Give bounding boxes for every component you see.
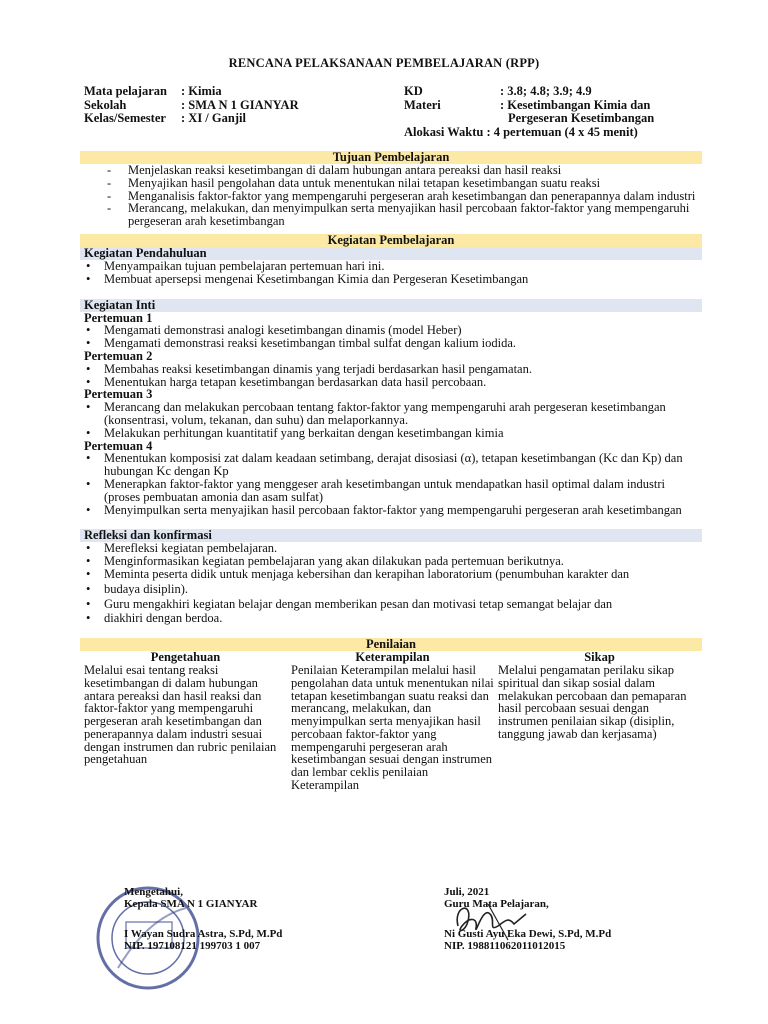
pertemuan-2-list bbox=[80, 363, 702, 389]
subsection-heading-inti: Kegiatan Inti bbox=[80, 299, 702, 312]
signature-block-principal bbox=[124, 886, 282, 952]
refleksi-list bbox=[80, 542, 702, 625]
info-value: : XI / Ganjil bbox=[181, 111, 246, 125]
penilaian-column bbox=[287, 651, 494, 792]
list-item: • Menerapkan faktor-faktor yang menggeser arah kesetimbangan untuk mendapatkan hasil optimal dalam industri (proses pembuatan amonia dan asam sulfat) bbox=[80, 478, 702, 504]
list-item: • Guru mengakhiri kegiatan belajar dengan memberikan pesan dan motivasi tetap semangat belajar dan bbox=[80, 598, 702, 611]
main-content bbox=[80, 151, 702, 792]
list-item: • Menyampaikan tujuan pembelajaran pertemuan hari ini. bbox=[80, 260, 702, 273]
signature-line: Mengetahui, bbox=[124, 886, 183, 898]
info-right bbox=[404, 85, 654, 139]
list-item: • Merancang dan melakukan percobaan tentang faktor-faktor yang mempengaruhi arah pergeseran kesetimbangan (konsentrasi, volum, tekanan, dan suhu) dan melaporkannya. bbox=[80, 401, 702, 427]
subsection-heading-pendahuluan: Kegiatan Pendahuluan bbox=[80, 247, 702, 260]
list-item: • Meminta peserta didik untuk menjaga kebersihan dan kerapihan laboratorium (penumbuhan karakter dan bbox=[80, 568, 702, 581]
alokasi-waktu: Alokasi Waktu : 4 pertemuan (4 x 45 menit) bbox=[404, 124, 638, 139]
info-value: : SMA N 1 GIANYAR bbox=[181, 97, 299, 112]
handwritten-signature-icon bbox=[448, 896, 538, 946]
list-item: • Melakukan perhitungan kuantitatif yang berkaitan dengan kesetimbangan kimia bbox=[80, 427, 702, 440]
list-item: • Mengamati demonstrasi analogi kesetimbangan dinamis (model Heber) bbox=[80, 324, 702, 337]
list-item: - Menganalisis faktor-faktor yang mempengaruhi pergeseran arah kesetimbangan dan penerapannya dalam industri bbox=[80, 190, 702, 203]
signature-nip: NIP. 197108121 199703 1 007 bbox=[124, 940, 261, 952]
info-row bbox=[84, 85, 299, 99]
info-row bbox=[84, 99, 299, 113]
column-heading: Pengetahuan bbox=[150, 650, 221, 665]
signature-name: I Wayan Sudra Astra, S.Pd, M.Pd bbox=[124, 928, 283, 940]
signature-line: Juli, 2021 bbox=[444, 886, 490, 898]
info-row bbox=[404, 99, 654, 113]
section-heading-penilaian: Penilaian bbox=[80, 638, 702, 651]
list-item: • Merefleksi kegiatan pembelajaran. bbox=[80, 542, 702, 555]
pertemuan-label: Pertemuan 2 bbox=[84, 348, 153, 363]
section-heading-kegiatan: Kegiatan Pembelajaran bbox=[80, 234, 702, 247]
signature-name: Ni Gusti Ayu Eka Dewi, S.Pd, M.Pd bbox=[444, 928, 612, 940]
pertemuan-label: Pertemuan 3 bbox=[84, 387, 153, 402]
pertemuan-3-list bbox=[80, 401, 702, 439]
info-left bbox=[84, 85, 299, 126]
list-item: - Menyajikan hasil pengolahan data untuk menentukan nilai tetapan kesetimbangan suatu reaksi bbox=[80, 177, 702, 190]
info-key: Kelas/Semester bbox=[84, 111, 166, 125]
info-row bbox=[404, 112, 654, 126]
info-key: Materi bbox=[404, 97, 441, 112]
info-value: : Kimia bbox=[181, 84, 222, 98]
pertemuan-label: Pertemuan 4 bbox=[84, 438, 153, 453]
list-item: • Mengamati demonstrasi reaksi kesetimbangan timbal sulfat dengan kalium iodida. bbox=[80, 337, 702, 350]
info-value: : Kesetimbangan Kimia dan bbox=[500, 97, 651, 112]
info-key: KD bbox=[404, 84, 423, 98]
list-item: • Menentukan harga tetapan kesetimbangan berdasarkan data hasil percobaan. bbox=[80, 376, 702, 389]
document-title: RENCANA PELAKSANAAN PEMBELAJARAN (RPP) bbox=[228, 56, 540, 70]
list-item: - Merancang, melakukan, dan menyimpulkan serta menyajikan hasil percobaan faktor-faktor yang mempengaruhi pergeseran arah kesetimbangan bbox=[80, 202, 702, 228]
info-row bbox=[404, 126, 654, 140]
pertemuan-label: Pertemuan 1 bbox=[84, 310, 153, 325]
list-item: • Membahas reaksi kesetimbangan dinamis yang terjadi berdasarkan hasil pengamatan. bbox=[80, 363, 702, 376]
info-row bbox=[404, 85, 654, 99]
penilaian-columns bbox=[80, 651, 702, 792]
column-text: Melalui esai tentang reaksi kesetimbangan di dalam hubungan antara pereaksi dan hasil reaksi dan faktor-faktor yang mempengaruhi pergeseran arah kesetimbangan dan penerapannya dalam industri sesuai dengan instrumen dan rubric penilaian pengetahuan bbox=[84, 662, 277, 767]
list-item: - Menjelaskan reaksi kesetimbangan di dalam hubungan antara pereaksi dan hasil reaksi bbox=[80, 164, 702, 177]
pertemuan-1-list bbox=[80, 324, 702, 350]
list-item: • budaya disiplin). bbox=[80, 583, 702, 596]
info-value: Pergeseran Kesetimbangan bbox=[508, 111, 655, 125]
list-item: • Menentukan komposisi zat dalam keadaan setimbang, derajat disosiasi (α), tetapan kesetimbangan (Kc dan Kp) dan hubungan Kc dengan Kp bbox=[80, 452, 702, 478]
pertemuan-4-list bbox=[80, 452, 702, 516]
info-row bbox=[84, 112, 299, 126]
section-heading-tujuan: Tujuan Pembelajaran bbox=[80, 151, 702, 164]
column-heading: Keterampilan bbox=[355, 650, 430, 665]
list-item: • Membuat apersepsi mengenai Kesetimbangan Kimia dan Pergeseran Kesetimbangan bbox=[80, 273, 702, 286]
column-text: Penilaian Keterampilan melalui hasil pengolahan data untuk menentukan nilai tetapan kesetimbangan suatu reaksi dan merancang, melakukan, dan menyimpulkan serta menyajikan hasil percobaan faktor-faktor yang mempengaruhi pergeseran arah kesetimbangan sesuai dengan instrumen dan lembar ceklis penilaian Keterampilan bbox=[291, 662, 494, 793]
info-key: Sekolah bbox=[84, 97, 127, 112]
signature-line: Guru Mata Pelajaran, bbox=[444, 898, 549, 910]
column-text: Melalui pengamatan perilaku sikap spiritual dan sikap sosial dalam melakukan percobaan dan pemaparan hasil percobaan sesuai dengan instrumen penilaian sikap (disiplin, tanggung jawab dan kerjasama) bbox=[498, 662, 687, 741]
penilaian-column bbox=[80, 651, 287, 792]
column-heading: Sikap bbox=[584, 650, 615, 665]
list-item: • Menginformasikan kegiatan pembelajaran yang akan dilakukan pada pertemuan berikutnya. bbox=[80, 555, 702, 568]
list-item: • Menyimpulkan serta menyajikan hasil percobaan faktor-faktor yang mempengaruhi pergeseran arah kesetimbangan bbox=[80, 504, 702, 517]
signature-nip: NIP. 198811062011012015 bbox=[444, 940, 566, 952]
list-item: • diakhiri dengan berdoa. bbox=[80, 612, 702, 625]
info-key: Mata pelajaran bbox=[84, 84, 167, 98]
subsection-heading-refleksi: Refleksi dan konfirmasi bbox=[80, 529, 702, 542]
tujuan-list bbox=[80, 164, 702, 228]
info-value: : 3.8; 4.8; 3.9; 4.9 bbox=[500, 84, 592, 98]
penilaian-column bbox=[494, 651, 701, 792]
signature-line: Kepala SMA N 1 GIANYAR bbox=[124, 898, 258, 910]
pendahuluan-list bbox=[80, 260, 702, 286]
